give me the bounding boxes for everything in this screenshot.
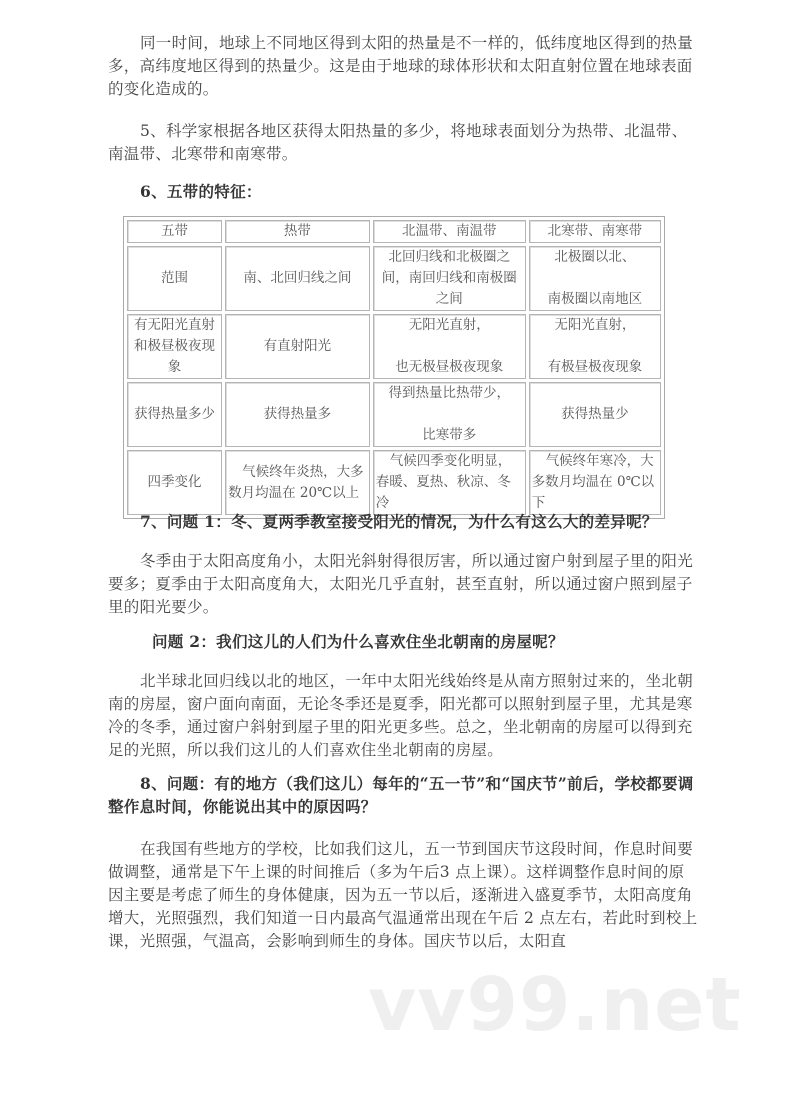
paragraph-heat-distribution: 同一时间，地球上不同地区得到太阳的热量是不一样的，低纬度地区得到的热量多，高纬度地区得到的热量少。这是由于地球的球体形状和太阳直射位置在地球表面的变化造成的。 xyxy=(108,34,694,98)
table-row xyxy=(127,450,661,515)
table-cell: 北回归线和北极圈之间，南回归线和南极圈之间 xyxy=(373,246,526,311)
table-header-cell: 热带 xyxy=(225,220,370,243)
table-header-cell: 北寒带、南寒带 xyxy=(529,220,661,243)
paragraph-answer-8: 在我国有些地方的学校，比如我们这儿，五一节到国庆节这段时间，作息时间要做调整，通常是下午上课的时间推后（多为午后3 点上课）。这样调整作息时间的原因主要是考虑了师生的身体健康，因为五一节以后，逐渐进入盛夏季节，太阳高度角增大，光照强烈，我们知道一日内最高气温通常出现在午后 2 点左右，若此时到校上课，光照强，气温高，会影响到师生的身体。国庆节以后，太阳直 xyxy=(108,840,698,950)
table-header-cell: 北温带、南温带 xyxy=(373,220,526,243)
cell-line: 比寒带多 xyxy=(422,427,477,443)
table-row xyxy=(127,314,661,379)
table-cell xyxy=(529,314,661,379)
paragraph-five-zones: 5、科学家根据各地区获得太阳热量的多少，将地球表面划分为热带、北温带、南温带、北寒带和南寒带。 xyxy=(108,122,688,163)
cell-line: 也无极昼极夜现象 xyxy=(395,359,504,375)
table-cell xyxy=(529,246,661,311)
table-cell: 气候终年寒冷，大多数月均温在 0℃以下 xyxy=(529,450,661,515)
table-row xyxy=(127,382,661,447)
watermark: vv99.net xyxy=(368,962,742,1048)
heading-question-2: 问题 2：我们这儿的人们为什么喜欢住坐北朝南的房屋呢？ xyxy=(152,632,564,651)
paragraph-answer-1: 冬季由于太阳高度角小，太阳光斜射得很厉害，所以通过窗户射到屋子里的阳光要多；夏季由于太阳高度角大，太阳光几乎直射，甚至直射，所以通过窗户照到屋子里的阳光要少。 xyxy=(108,552,694,616)
row-label: 有无阳光直射和极昼极夜现象 xyxy=(127,314,222,379)
table-cell: 气候终年炎热，大多数月均温在 20℃以上 xyxy=(225,450,370,515)
table-cell: 获得热量少 xyxy=(529,382,661,447)
cell-line: 无阳光直射， xyxy=(408,317,490,333)
heading-question-8: 8、问题：有的地方（我们这儿）每年的“五一节”和“国庆节”前后，学校都要调整作息时间，你能说出其中的原因吗？ xyxy=(108,774,694,816)
cell-line: 得到热量比热带少， xyxy=(388,385,510,401)
row-label: 范围 xyxy=(127,246,222,311)
table-cell: 有直射阳光 xyxy=(225,314,370,379)
table-cell: 气候四季变化明显，春暖、夏热、秋凉、冬冷 xyxy=(373,450,526,515)
heading-five-zones-features: 6、五带的特征： xyxy=(140,182,262,201)
row-label: 获得热量多少 xyxy=(127,382,222,447)
paragraph-answer-2: 北半球北回归线以北的地区，一年中太阳光线始终是从南方照射过来的，坐北朝南的房屋，窗户面向南面，无论冬季还是夏季，阳光都可以照射到屋子里，尤其是寒冷的冬季，通过窗户斜射到屋子里的阳光更多些。总之，坐北朝南的房屋可以得到充足的光照，所以我们这儿的人们喜欢住坐北朝南的房屋。 xyxy=(108,672,694,759)
table-header-cell: 五带 xyxy=(127,220,222,243)
table-header-row xyxy=(127,220,661,243)
table-cell: 南、北回归线之间 xyxy=(225,246,370,311)
heading-question-1: 7、问题 1：冬、夏两季教室接受阳光的情况，为什么有这么大的差异呢？ xyxy=(140,512,658,531)
five-zones-table xyxy=(123,216,665,519)
cell-line: 北极圈以北、 xyxy=(554,249,636,265)
cell-line: 无阳光直射， xyxy=(554,317,636,333)
table-cell xyxy=(373,382,526,447)
table-row xyxy=(127,246,661,311)
table-cell: 获得热量多 xyxy=(225,382,370,447)
cell-line: 南极圈以南地区 xyxy=(547,291,643,307)
row-label: 四季变化 xyxy=(127,450,222,515)
cell-line: 有极昼极夜现象 xyxy=(547,359,643,375)
table-cell xyxy=(373,314,526,379)
